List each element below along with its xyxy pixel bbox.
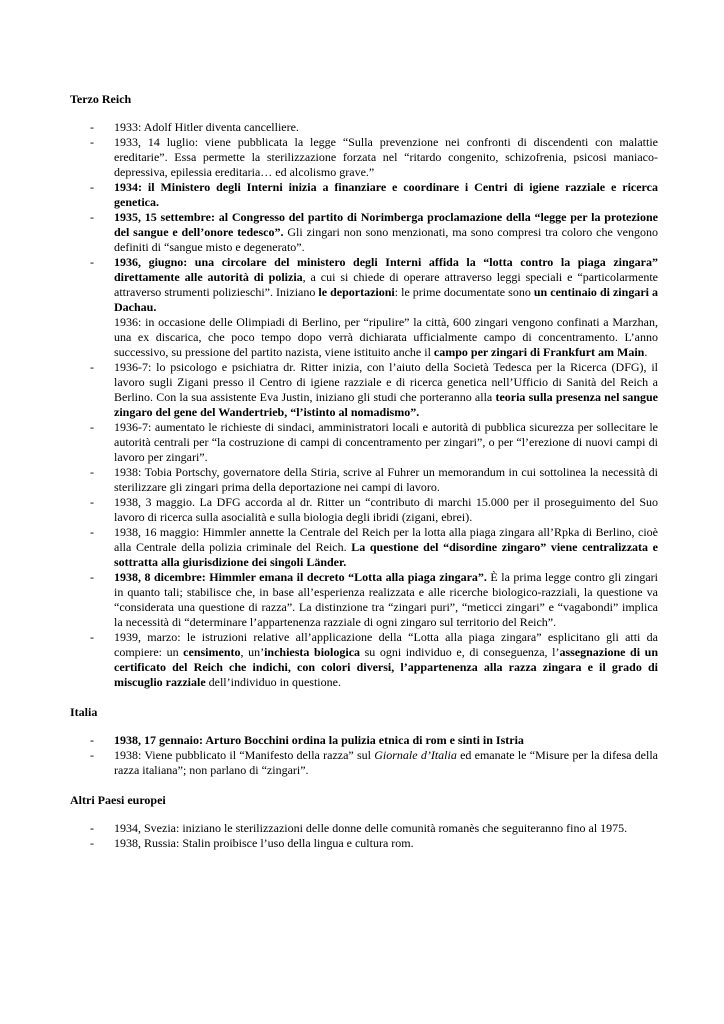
italia-list: [70, 733, 658, 778]
list-item: - 1938, 16 maggio: Himmler annette la Centrale del Reich per la lotta alla piaga zingara all’Rpka di Berlino, cioè alla Centrale della polizia criminale del Reich. La questione del “disordine zingaro” viene centralizzata e sottratta alla giurisdizione dei singoli Länder.: [90, 525, 659, 569]
list-item: - 1938, 3 maggio. La DFG accorda al dr. Ritter un “contributo di marchi 15.000 per il proseguimento del Suo lavoro di ricerca sulla asocialità e sulla biologia degli ibridi (zigani, ebrei).: [90, 495, 658, 524]
list-item: - 1938, 8 dicembre: Himmler emana il decreto “Lotta alla piaga zingara”. È la prima legge contro gli zingari in quanto tali; stabilisce che, in base all’esperienza realizzata e alle ricerche biologico-razziali, la questione va “considerata una questione di razza”. La distinzione tra “zingari puri”, “meticci zingari” e “vagabondi” implica la necessità di “determinare l’appartenenza razziale di ogni zingaro sul territorio del Reich”.: [90, 570, 659, 629]
section-title-italia: Italia: [70, 705, 98, 719]
list-item: - 1939, marzo: le istruzioni relative all’applicazione della “Lotta alla piaga zingara” esplicitano gli atti da compiere: un censimento, un’inchiesta biologica su ogni individuo e, di conseguenza, l’assegnazione di un certificato del Reich che indichi, con colori diversi, l’appartenenza alla razza zingara e il grado di miscuglio razziale dell’individuo in questione.: [90, 630, 659, 689]
list-item: - 1933: Adolf Hitler diventa cancelliere.: [90, 120, 299, 134]
list-item: - 1933, 14 luglio: viene pubblicata la legge “Sulla prevenzione nei confronti di discendenti con malattie ereditarie”. Essa permette la sterilizzazione forzata nel “ritardo congenito, schizofrenia, psicosi maniaco-depressiva, epilessia ereditaria… ed alcolismo grave.”: [90, 135, 658, 179]
list-item: - 1934: il Ministero degli Interni inizia a finanziare e coordinare i Centri di igiene razziale e ricerca genetica.: [90, 180, 658, 209]
section-title-terzo-reich: Terzo Reich: [70, 92, 132, 106]
list-item: - 1935, 15 settembre: al Congresso del partito di Norimberga proclamazione della “legge per la protezione del sangue e dell’onore tedesco”. Gli zingari non sono menzionati, ma sono compresi tra coloro che vengono definiti di “sangue misto e degenerato”.: [90, 210, 658, 254]
list-item: - 1938, 17 gennaio: Arturo Bocchini ordina la pulizia etnica di rom e sinti in Istria: [90, 733, 524, 747]
list-item: - 1936, giugno: una circolare del ministero degli Interni affida la “lotta contro la piaga zingara” direttamente alle autorità di polizia, a cui si chiede di operare attraverso leggi speciali e “particolarmente attraverso strumenti polizieschi”. Iniziano le deportazioni: le prime documentate sono un centinaio di zingari a Dachau.: [90, 255, 659, 314]
altri-paesi-list: [70, 821, 658, 851]
document-content: [70, 92, 658, 851]
list-item: - 1938: Viene pubblicato il “Manifesto della razza” sul Giornale d’Italia ed emanate le “Misure per la difesa della razza italiana”; non parlano di “zingari”.: [90, 748, 658, 777]
terzo-reich-list-continued: [70, 360, 658, 690]
paragraph-1936-olimpiadi: 1936: in occasione delle Olimpiadi di Berlino, per “ripulire” la città, 600 zingari vengono confinati a Marzhan, una ex discarica, che poco tempo dopo verrà dichiarata ufficialmente campo di concentramento. L’anno successivo, su pressione del partito nazista, viene istituito anche il campo per zingari di Frankfurt am Main.: [114, 315, 658, 359]
terzo-reich-list: [70, 120, 658, 315]
section-title-altri-paesi: Altri Paesi europei: [70, 793, 166, 807]
list-item: - 1936-7: aumentato le richieste di sindaci, amministratori locali e autorità di pubblica sicurezza per sollecitare le autorità centrali per “la costruzione di campi di concentramento per zingari”, o per “l’erezione di nuovi campi di lavoro per zingari”.: [90, 420, 658, 464]
list-item: - 1936-7: lo psicologo e psichiatra dr. Ritter inizia, con l’aiuto della Società Tedesca per la Ricerca (DFG), il lavoro sugli Zigani presso il Centro di igiene razziale e di ricerca genetica nell’Ufficio di Sanità del Reich a Berlino. Con la sua assistente Eva Justin, iniziano gli studi che porteranno alla teoria sulla presenza nel sangue zingaro del gene del Wandertrieb, “l’istinto al nomadismo”.: [90, 360, 659, 419]
list-item: - 1934, Svezia: iniziano le sterilizzazioni delle donne delle comunità romanès che seguiteranno fino al 1975.: [90, 821, 628, 835]
list-item: - 1938: Tobia Portschy, governatore della Stiria, scrive al Fuhrer un memorandum in cui sottolinea la necessità di sterilizzare gli zingari prima della deportazione nei campi di lavoro.: [90, 465, 658, 494]
list-item: - 1938, Russia: Stalin proibisce l’uso della lingua e cultura rom.: [90, 836, 414, 850]
